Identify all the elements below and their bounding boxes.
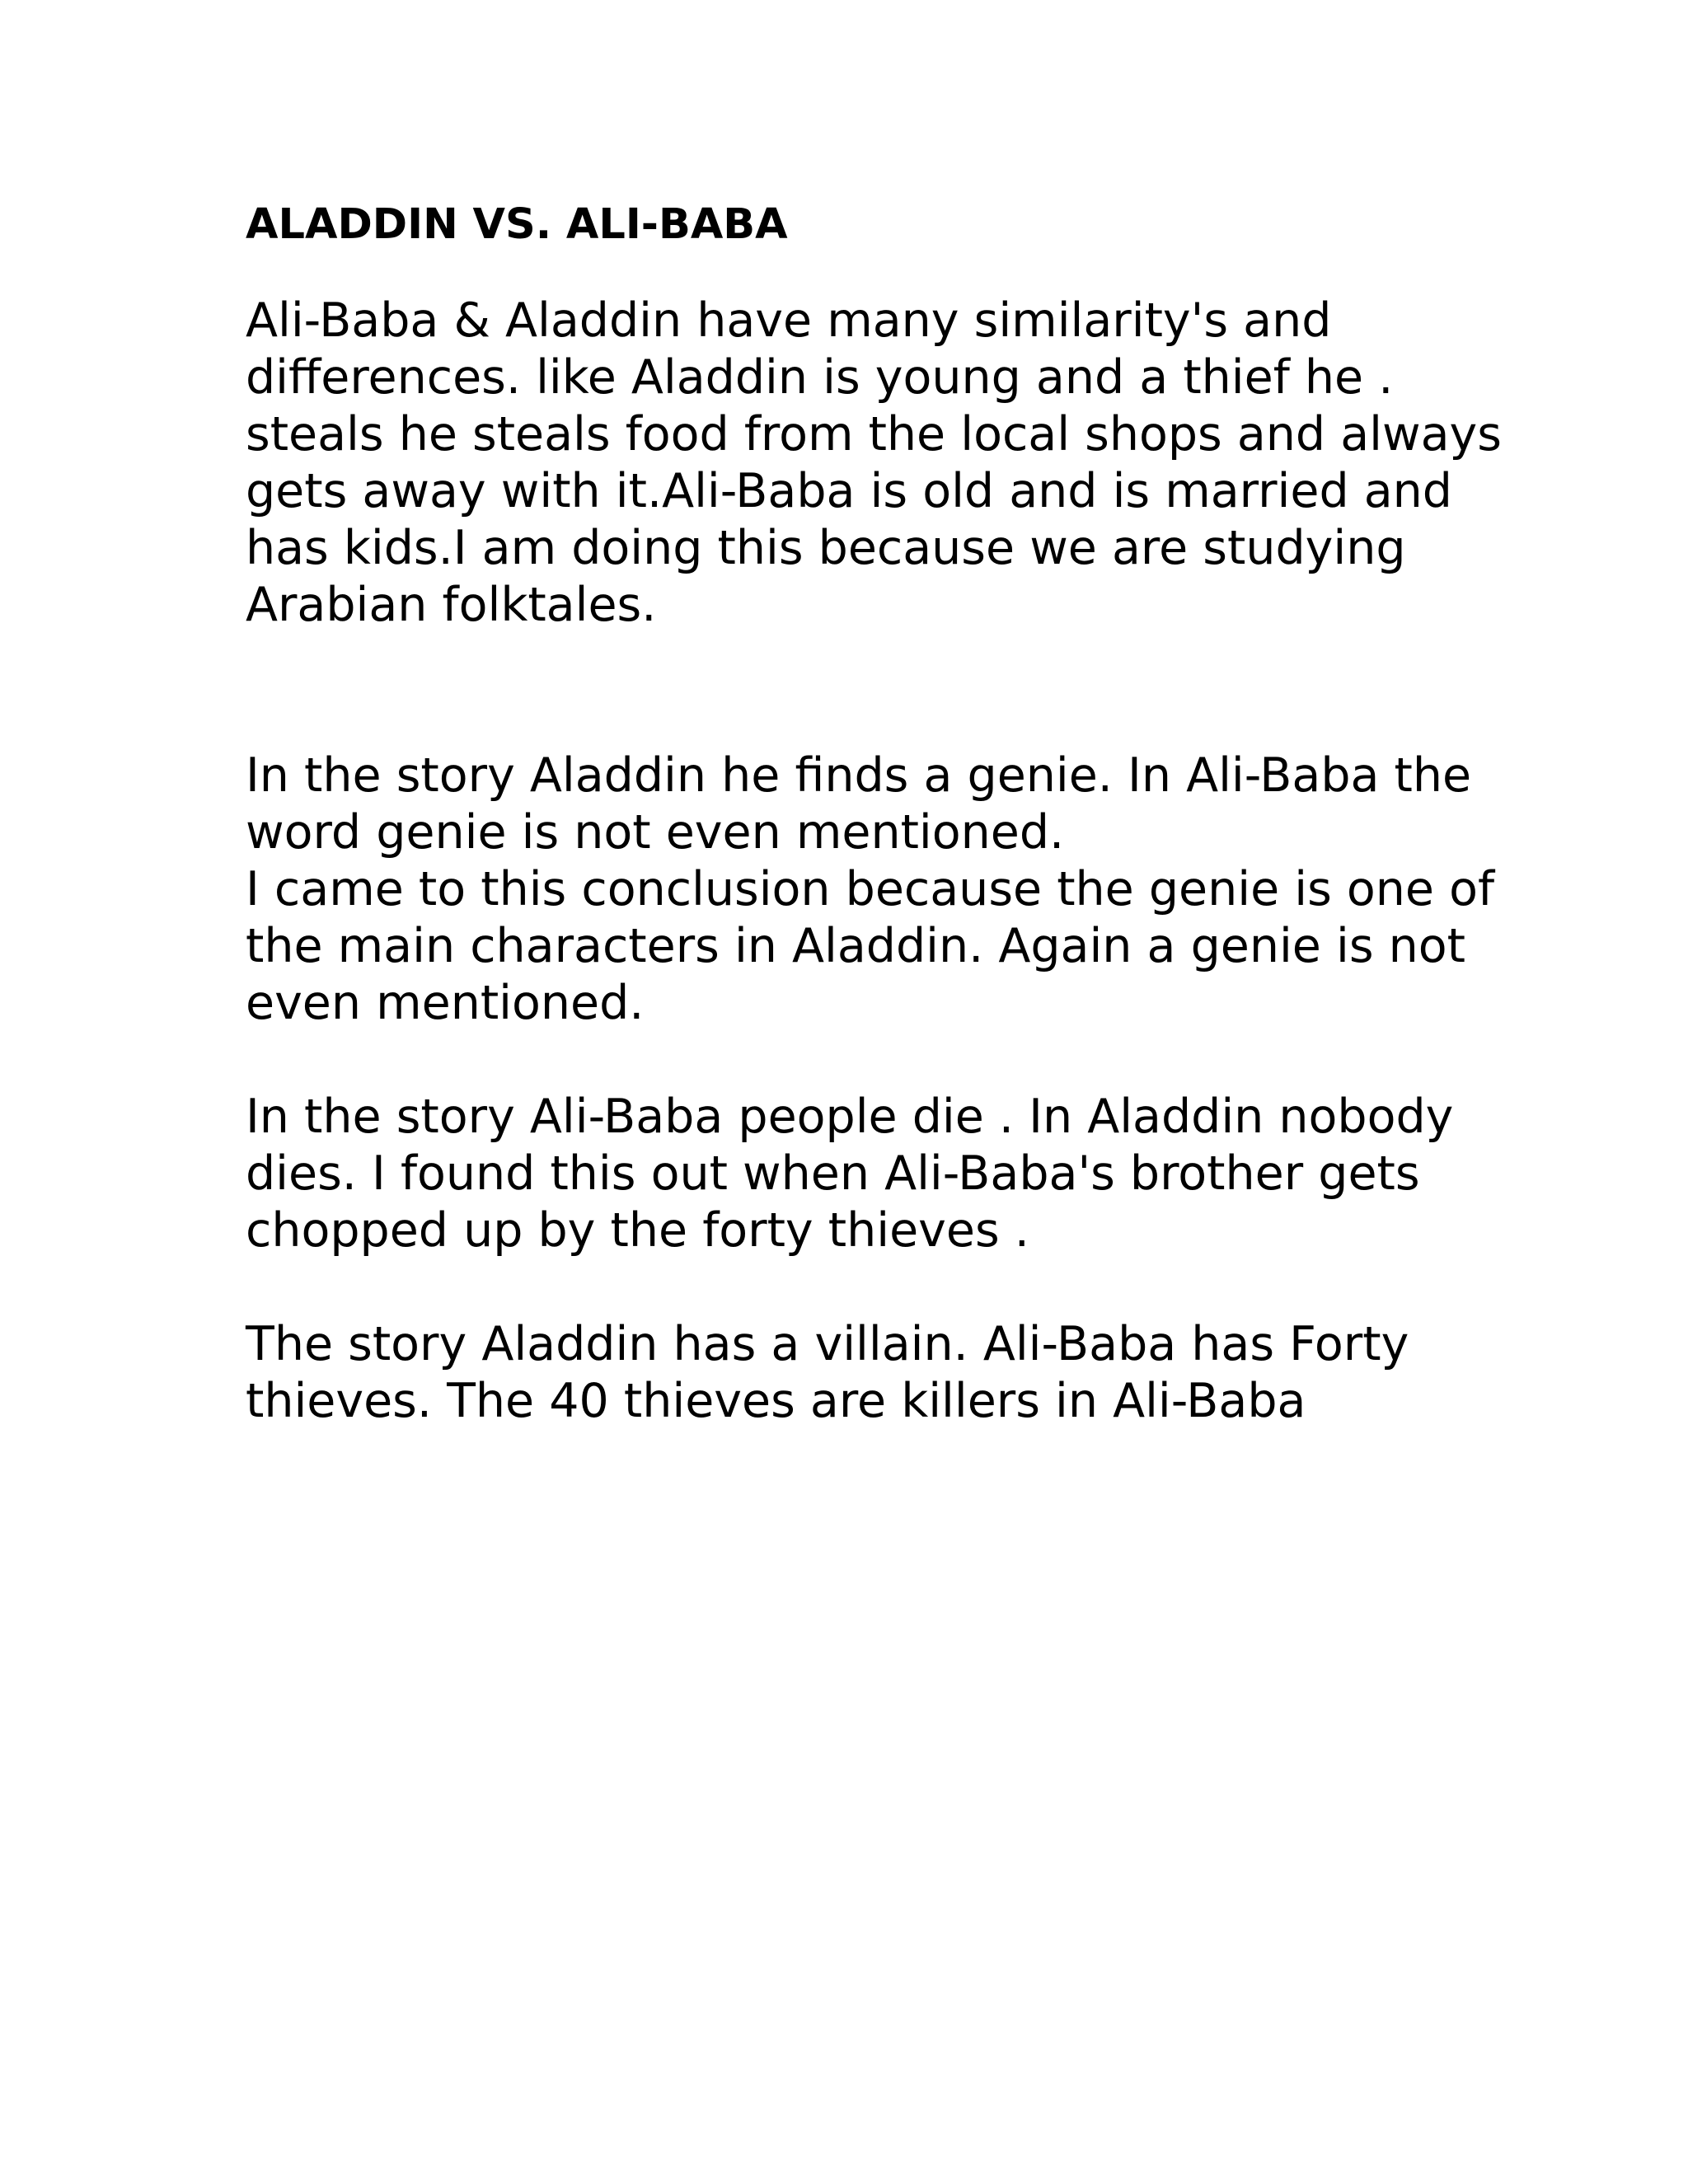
paragraph-3-line-1: In the story Ali-Baba people die . In Aladdin nobody <box>246 1090 1454 1144</box>
paragraph-1-line-4: gets away with it.Ali-Baba is old and is married and <box>246 464 1452 518</box>
paragraph-1-line-3: steals he steals food from the local shops and always <box>246 407 1502 462</box>
paragraph-1-line-6: Arabian folktales. <box>246 578 657 632</box>
paragraph-1-line-1: Ali-Baba & Aladdin have many similarity's and <box>246 293 1332 348</box>
paragraph-3-line-2: dies. I found this out when Ali-Baba's brother gets <box>246 1146 1420 1201</box>
paragraph-4-line-2: thieves. The 40 thieves are killers in Ali-Baba <box>246 1374 1306 1428</box>
paragraph-1-line-5: has kids.I am doing this because we are studying <box>246 521 1406 575</box>
paragraph-1-line-2: differences. like Aladdin is young and a thief he . <box>246 350 1394 405</box>
paragraph-3-line-3: chopped up by the forty thieves . <box>246 1203 1029 1258</box>
paragraph-2-line-2: word genie is not even mentioned. <box>246 805 1065 860</box>
paragraph-2-line-4: the main characters in Aladdin. Again a genie is not <box>246 919 1465 973</box>
paragraph-2-line-3: I came to this conclusion because the genie is one of <box>246 862 1495 916</box>
paragraph-4-line-1: The story Aladdin has a villain. Ali-Baba has Forty <box>246 1317 1409 1371</box>
paragraph-2-line-1: In the story Aladdin he finds a genie. In Ali-Baba the <box>246 748 1472 803</box>
document-title: ALADDIN VS. ALI-BABA <box>246 200 788 249</box>
paragraph-2-line-5: even mentioned. <box>246 976 645 1030</box>
